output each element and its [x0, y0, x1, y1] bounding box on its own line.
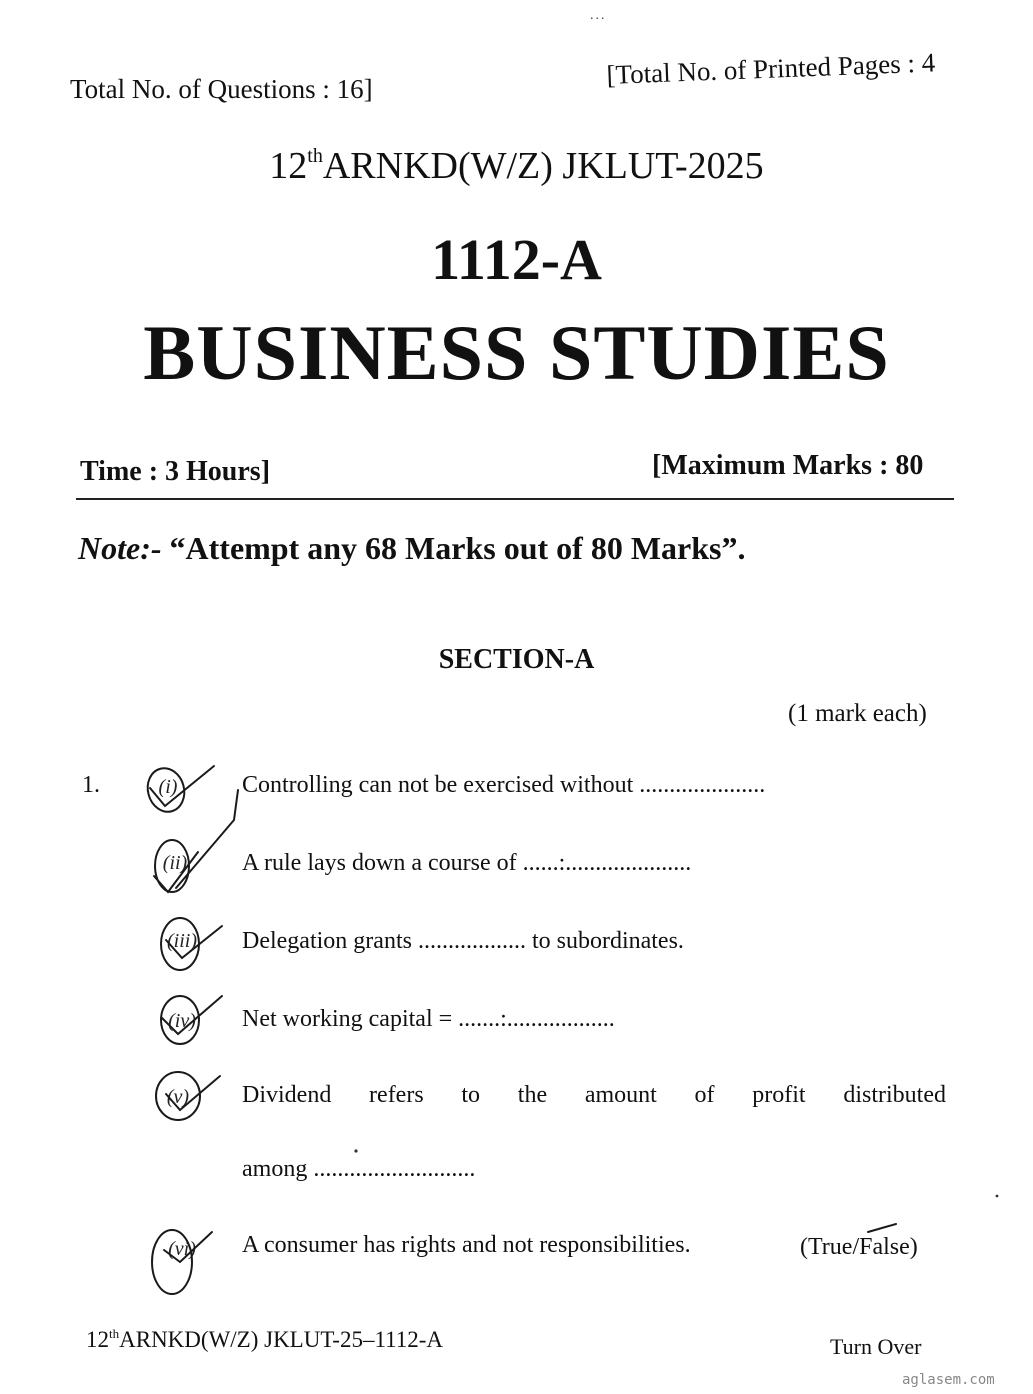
- word: profit: [752, 1082, 806, 1108]
- word: distributed: [843, 1082, 946, 1108]
- pen-circle-mark: [161, 918, 199, 970]
- question-item-text: Controlling can not be exercised without .....................: [242, 772, 766, 798]
- marks-per-question: (1 mark each): [788, 700, 927, 727]
- question-item-continuation: among ...........................: [242, 1156, 476, 1182]
- word: amount: [584, 1082, 657, 1108]
- question-item-text: Net working capital = .......:..................: [242, 1006, 615, 1032]
- item-number: (ii): [162, 852, 188, 874]
- pen-tick-mark: [166, 926, 222, 958]
- exam-duration: Time : 3 Hours]: [80, 456, 271, 487]
- note-label: Note:-: [78, 530, 162, 566]
- footer-code-sup: th: [109, 1326, 120, 1341]
- paper-code: 1112-A: [431, 227, 602, 292]
- exam-code-prefix: 12: [269, 145, 308, 187]
- pen-tick-mark: [166, 1076, 220, 1110]
- question-item-text: A consumer has rights and not responsibilities.: [242, 1232, 691, 1258]
- word: Dividend: [242, 1082, 332, 1108]
- item-number: (i): [158, 776, 178, 798]
- section-title: SECTION-A: [438, 644, 595, 675]
- turn-over-label: Turn Over: [830, 1334, 922, 1359]
- cropped-roll-number-fragment: ...: [590, 8, 607, 23]
- word: refers: [369, 1082, 424, 1108]
- exam-code-rest: ARNKD(W/Z) JKLUT-2025: [322, 145, 764, 187]
- true-false-indicator: (True/False): [800, 1234, 918, 1260]
- total-printed-pages: [Total No. of Printed Pages : 4: [606, 47, 936, 90]
- item-number: (iv): [168, 1010, 196, 1032]
- pen-circle-mark: [152, 1230, 192, 1294]
- pen-circle-mark: [156, 1072, 200, 1120]
- pen-stroke-mark: [868, 1224, 896, 1232]
- subject-title: BUSINESS STUDIES: [143, 309, 890, 396]
- question-item-text: A rule lays down a course of ......:.....................: [242, 850, 692, 876]
- note-text: “Attempt any 68 Marks out of 80 Marks”.: [161, 530, 746, 566]
- question-number: 1.: [82, 772, 100, 798]
- question-item-text: Delegation grants .................. to subordinates.: [242, 928, 684, 954]
- word: to: [461, 1082, 481, 1108]
- pen-stroke-mark: [176, 790, 238, 888]
- source-watermark: aglasem.com: [902, 1372, 995, 1388]
- word: the: [517, 1082, 548, 1108]
- item-number: (iii): [167, 930, 197, 952]
- stray-dot: [996, 1195, 999, 1198]
- pen-tick-mark: [164, 1232, 212, 1262]
- footer-code-prefix: 12: [86, 1327, 109, 1352]
- exam-code-sup: th: [307, 145, 323, 167]
- item-number: (v): [166, 1086, 190, 1108]
- total-questions: Total No. of Questions : 16]: [70, 74, 373, 104]
- footer-code-rest: ARNKD(W/Z) JKLUT-25–1112-A: [119, 1327, 444, 1352]
- stray-dot: [354, 1149, 357, 1152]
- item-number: (vi): [168, 1238, 196, 1260]
- word: of: [694, 1082, 715, 1108]
- pen-circle-mark: [143, 764, 189, 816]
- maximum-marks: [Maximum Marks : 80: [652, 450, 924, 481]
